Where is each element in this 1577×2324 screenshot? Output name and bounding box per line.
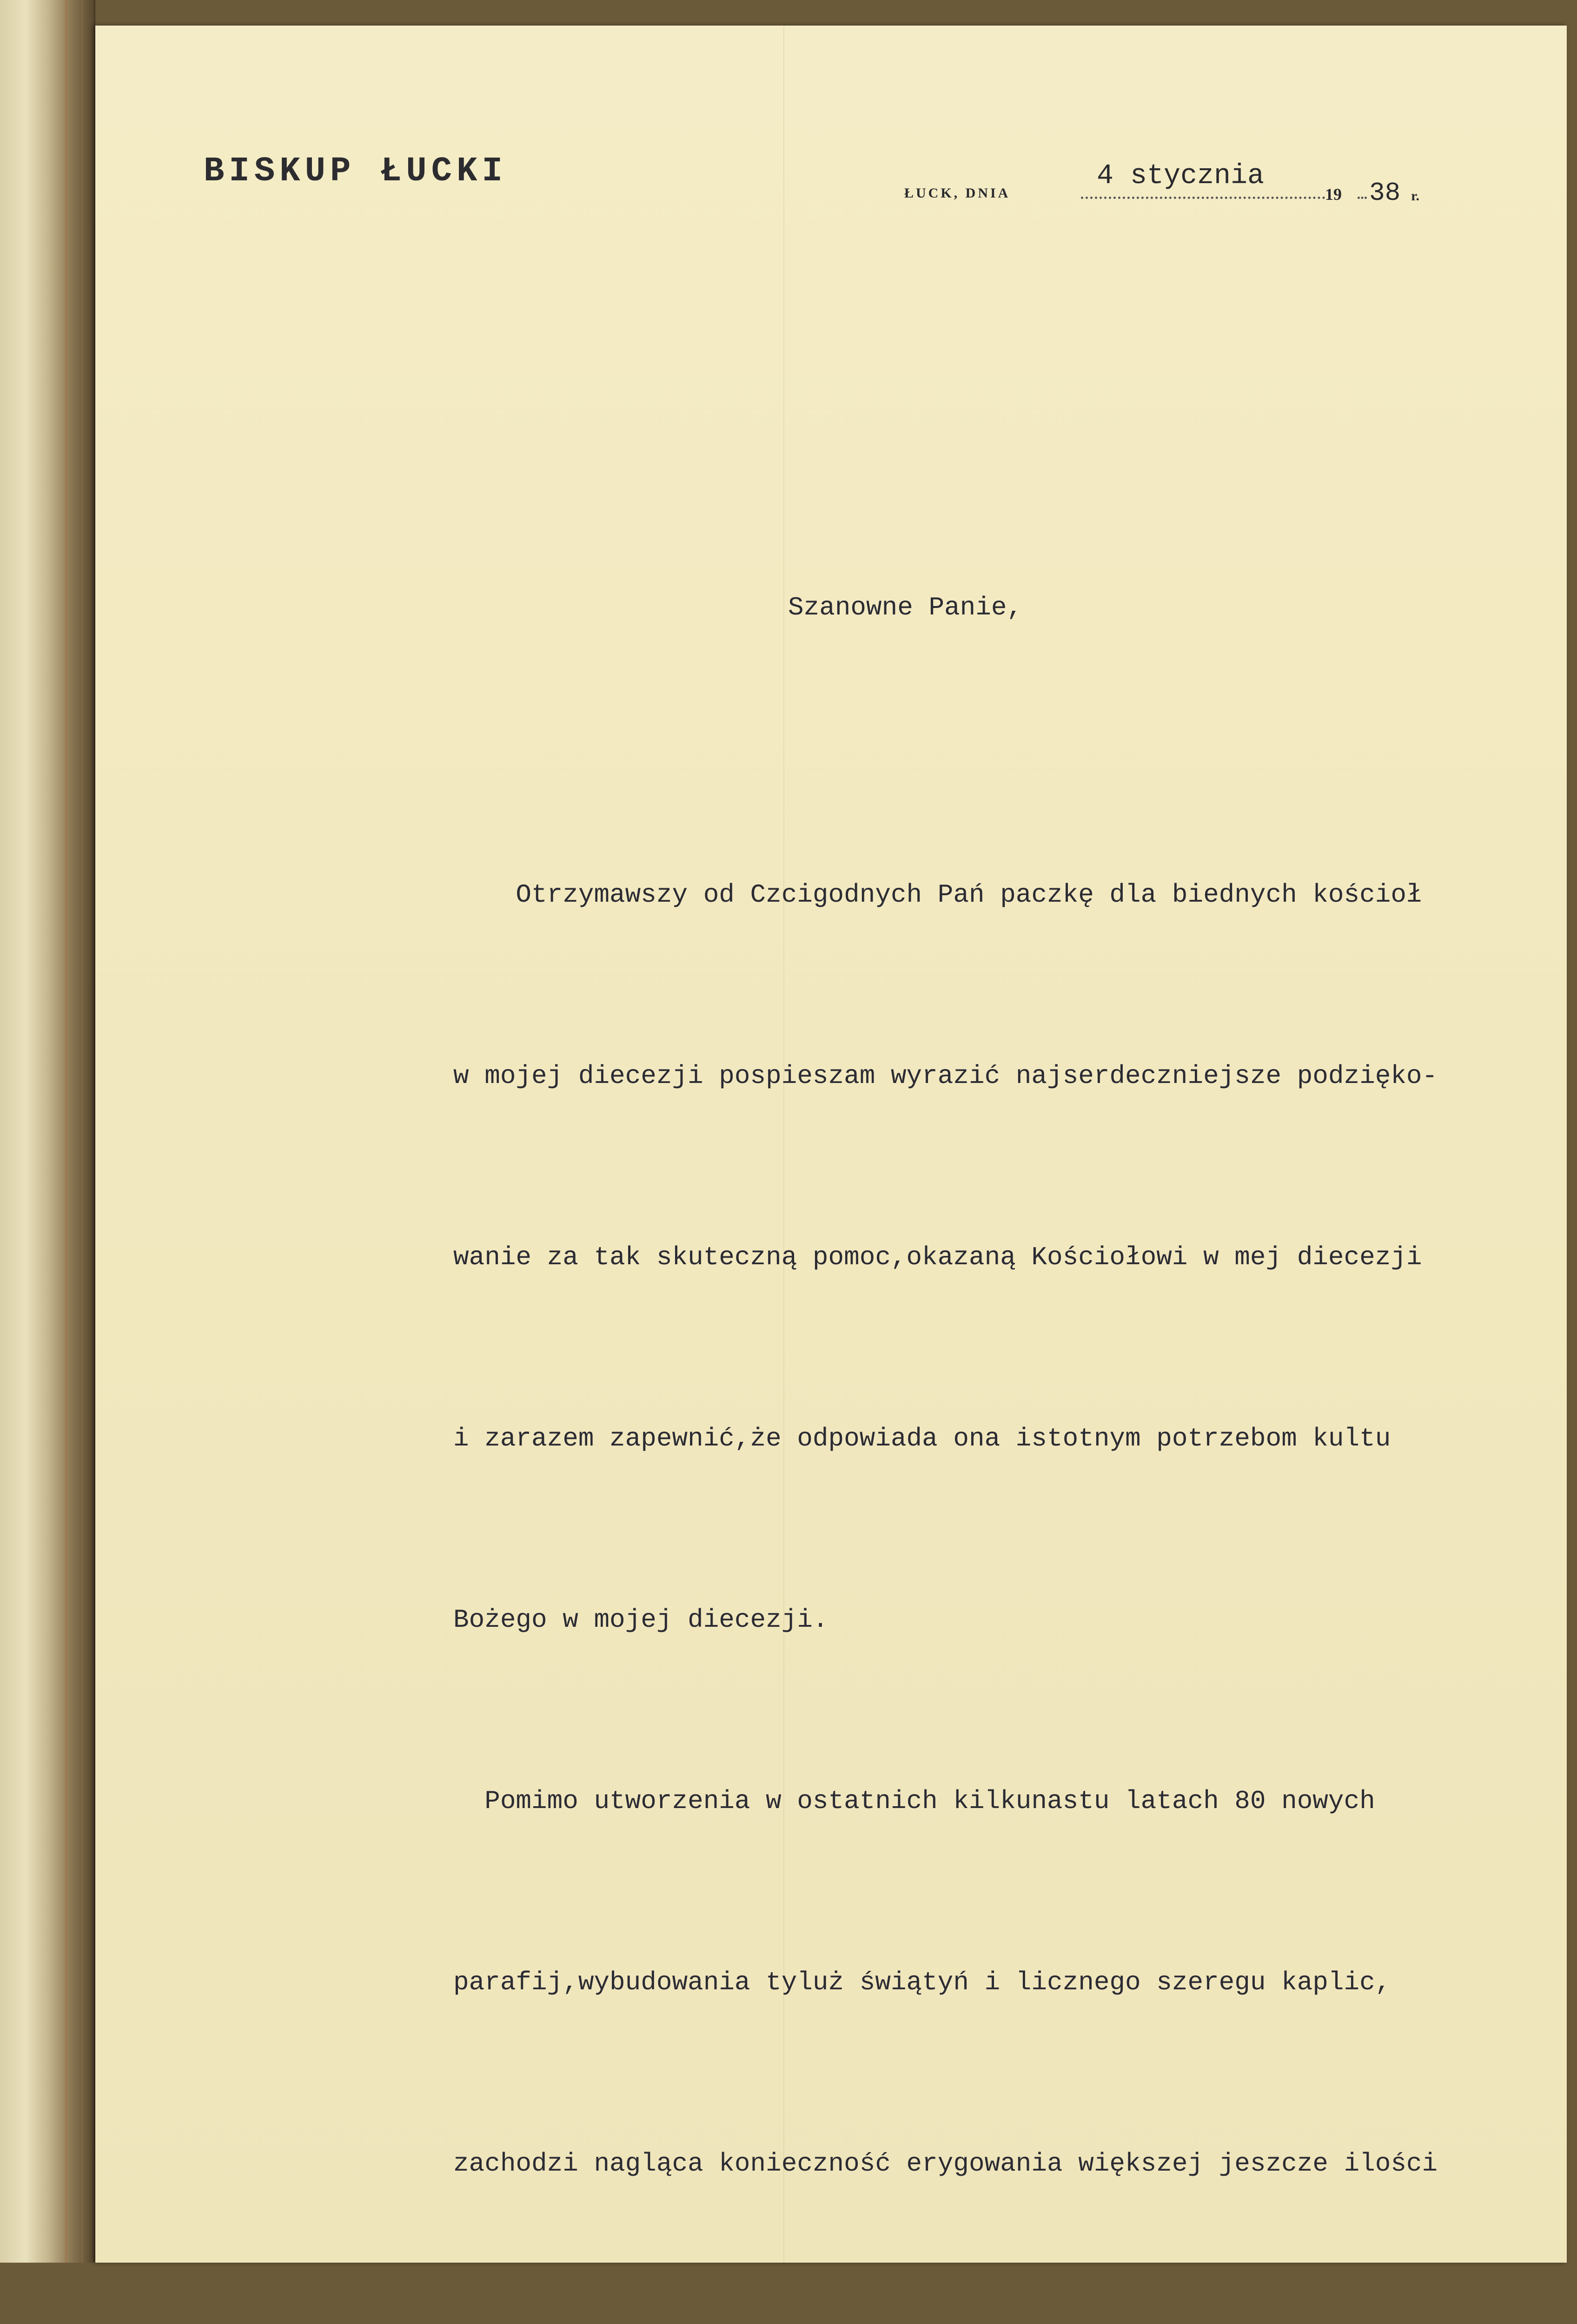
date-line — [904, 156, 1574, 207]
date-day-month: 4 stycznia — [1097, 160, 1265, 192]
letterhead-title: BISKUP ŁUCKI — [204, 152, 507, 191]
binder-strip — [0, 0, 95, 2263]
body-line: Bożego w mojej diecezji. — [453, 1605, 828, 1635]
date-year: 38 — [1369, 178, 1401, 208]
letter-body — [453, 744, 1577, 2324]
binder-line — [82, 0, 83, 2263]
body-line: wanie za tak skuteczną pomoc,okazaną Kościołowi w mej diecezji — [453, 1242, 1422, 1272]
date-century: 19 — [1325, 185, 1342, 204]
date-dotted-line — [1081, 197, 1325, 199]
body-line: zachodzi nagląca konieczność erygowania większej jeszcze ilości — [453, 2149, 1438, 2179]
body-line: parafij,wybudowania tyluż świątyń i licznego szeregu kaplic, — [453, 1967, 1391, 1997]
letter-page — [95, 26, 1567, 2263]
binder-line — [65, 0, 67, 2263]
body-line: i zarazem zapewnić,że odpowiada ona istotnym potrzebom kultu — [453, 1424, 1391, 1453]
body-line: Otrzymawszy od Czcigodnych Pań paczkę dla biednych kościoł — [453, 880, 1422, 910]
body-line — [453, 2315, 1577, 2324]
date-dotted-line — [1358, 197, 1367, 199]
salutation: Szanowne Panie, — [788, 593, 1023, 622]
date-place-label: ŁUCK, DNIA — [904, 185, 1011, 201]
body-line: w mojej diecezji pospieszam wyrazić najserdeczniejsze podzięko- — [453, 1061, 1438, 1091]
body-line: Pomimo utworzenia w ostatnich kilkunastu latach 80 nowych — [453, 1786, 1375, 1816]
date-suffix: r. — [1411, 188, 1420, 204]
